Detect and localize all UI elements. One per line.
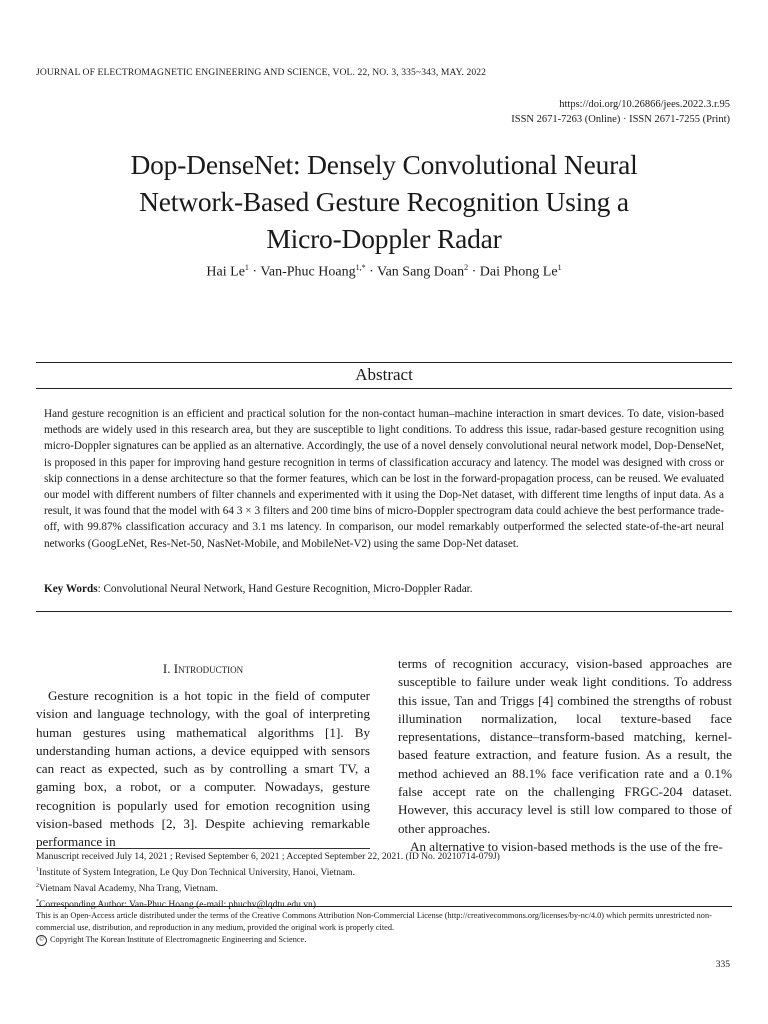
author-name: Van-Phuc Hoang xyxy=(260,264,356,280)
author-separator: · xyxy=(468,264,480,280)
abstract-heading-rule xyxy=(36,388,732,389)
abstract-bottom-rule xyxy=(36,611,732,612)
affiliation-mark: 2 xyxy=(36,883,39,890)
title-line-1: Dop-DenseNet: Densely Convolutional Neural xyxy=(130,149,638,180)
paragraph: terms of recognition accuracy, vision-based approaches are susceptible to failure under weak light conditions. To address this issue, Tan and Triggs [4] combined the strengths of robust illumination normalization, local texture-based face representations, distance–transform-based matching, kernel-based feature extraction, and feature fusion. As a result, the method achieved an 88.1% face verification rate and a 0.1% false accept rate on the challenging FRGC-204 dataset. However, this accuracy level is still low compared to those of other approaches. xyxy=(398,656,732,836)
corresponding-mark: * xyxy=(36,899,39,906)
author-separator: · xyxy=(248,264,261,280)
author-affiliation: 1 xyxy=(244,263,249,272)
page-number: 335 xyxy=(715,960,730,970)
affiliation-2: $^2$Vietnam Naval Academy, Nha Trang, Vietnam. xyxy=(36,883,219,895)
author-name: Dai Phong Le xyxy=(479,264,558,280)
abstract-heading: Abstract xyxy=(355,365,413,384)
manuscript-dates: Manuscript received July 14, 2021 ; Revised September 6, 2021 ; Accepted September 22, 2021. (ID No. 20210714-079J) xyxy=(36,852,500,862)
abstract-text: Hand gesture recognition is an efficient and practical solution for the non-contact human–machine interaction in smart devices. To date, vision-based methods are widely used in this research area, but they are susceptible to light conditions. To address this issue, radar-based gesture recognition using micro-Doppler signatures can be applied as an alternative. Accordingly, the use of a novel densely convolutional neural network model, Dop-DenseNet, is proposed in this paper for improving hand gesture recognition in terms of classification accuracy and latency. The model was designed with cross or skip connections in a dense architecture so that the former features, which can be lost in the forward-propagation process, can be reused. We evaluated our model with different numbers of filter channels and experimented with it using the Dop-Net dataset, with different time lengths of input data. As a result, it was found that the model with 64 3 × 3 filters and 200 time bins of micro-Doppler spectrogram data could achieve the best performance trade-off, with 99.87% classification accuracy and 3.1 ms latency. In comparison, our model remarkably outperformed the selected state-of-the-art neural networks (GoogLeNet, Res-Net-50, NasNet-Mobile, and MobileNet-V2) using the same Dop-Net dataset. xyxy=(44,408,724,550)
author-separator: · xyxy=(365,264,378,280)
journal-header: JOURNAL OF ELECTROMAGNETIC ENGINEERING AND SCIENCE, VOL. 22, NO. 3, 335~343, MAY. 2022 xyxy=(36,67,487,78)
keywords-text: : Convolutional Neural Network, Hand Gesture Recognition, Micro-Doppler Radar. xyxy=(97,583,473,595)
keywords-label: Key Words xyxy=(44,583,98,595)
issn: ISSN 2671-7263 (Online) · ISSN 2671-7255 (Print) xyxy=(511,114,730,125)
license-text: This is an Open-Access article distributed under the terms of the Creative Commons Attribution Non-Commercial License (http://creativecommons.org/licenses/by-nc/4.0) which permits unrestricted non-commercial use, distribution, and reproduction in any medium, provided the original work is properly cited. xyxy=(36,911,712,932)
paper-title xyxy=(60,146,708,257)
column-right xyxy=(398,655,732,856)
paragraph: Gesture recognition is a hot topic in the field of computer vision and language technology, with the goal of interpreting human gestures using mathematical algorithms [1]. By understanding human actions, a device equipped with sensors can react as expected, such as by controlling a smart TV, a gaming box, a robot, or a computer. Nowadays, gesture recognition is popularly used for emotion recognition using vision-based methods [2, 3]. Despite achieving remarkable performance in xyxy=(36,688,370,850)
keywords xyxy=(44,581,724,597)
title-line-2: Network-Based Gesture Recognition Using a xyxy=(139,186,629,217)
license-block xyxy=(36,910,732,946)
author-name: Hai Le xyxy=(206,264,245,280)
doi-block xyxy=(511,97,730,127)
author-affiliation: 2 xyxy=(464,263,469,272)
copyright-icon: © xyxy=(36,935,47,946)
author-affiliation: 1 xyxy=(557,263,562,272)
author-list xyxy=(60,263,708,281)
paragraph: An alternative to vision-based methods is the use of the fre- xyxy=(410,838,723,854)
copyright-line: © Copyright The Korean Institute of Electromagnetic Engineering and Science. xyxy=(36,934,732,946)
footnotes xyxy=(36,851,732,912)
author-affiliation: 1,* xyxy=(355,263,366,272)
doi-link[interactable]: https://doi.org/10.26866/jees.2022.3.r.95 xyxy=(559,99,730,110)
affiliation-mark: 1 xyxy=(36,867,39,873)
affiliation-1: $^1$Institute of System Integration, Le Quy Don Technical University, Hanoi, Vietnam. xyxy=(36,867,355,879)
title-line-3: Micro-Doppler Radar xyxy=(266,223,502,254)
author-name: Van Sang Doan xyxy=(377,264,465,280)
abstract-top-rule xyxy=(36,362,732,363)
license-rule xyxy=(36,906,732,907)
corresponding-author: *Corresponding Author: Van-Phuc Hoang (e-mail: phuchv@lqdtu.edu.vn) xyxy=(36,899,316,911)
column-left xyxy=(36,687,370,852)
footnote-rule xyxy=(36,848,370,849)
section-heading-introduction: I. Introduction xyxy=(162,661,244,676)
